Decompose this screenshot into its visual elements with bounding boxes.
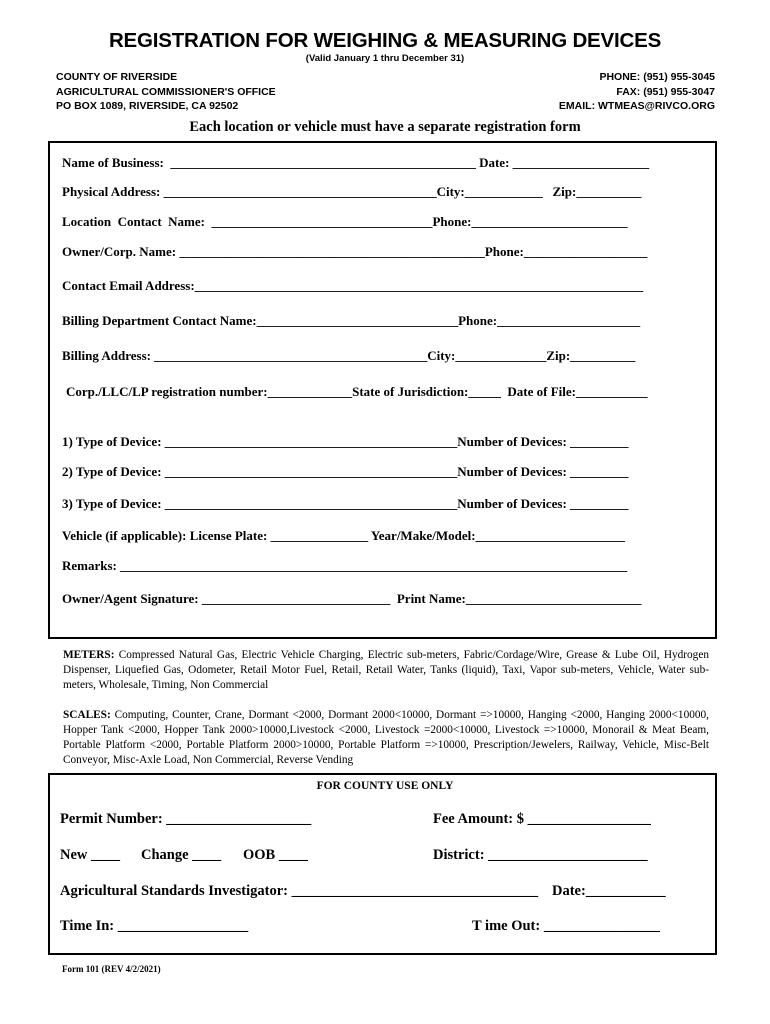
device-2-field[interactable]: 2) Type of Device: _____________________________________________Number of Devices: _________ — [62, 464, 629, 479]
form-title: REGISTRATION FOR WEIGHING & MEASURING DEVICES — [108, 29, 662, 52]
office-name: AGRICULTURAL COMMISSIONER'S OFFICE — [56, 85, 276, 98]
meters-list — [63, 648, 709, 693]
po-box: PO BOX 1089, RIVERSIDE, CA 92502 — [56, 100, 239, 112]
district-field[interactable]: District: ______________________ — [433, 847, 648, 863]
device-3-field[interactable]: 3) Type of Device: _____________________________________________Number of Devices: _________ — [62, 496, 629, 511]
vehicle-field[interactable]: Vehicle (if applicable): License Plate: _______________ Year/Make/Model:_______________________ — [62, 528, 626, 543]
separate-form-notice: Each location or vehicle must have a separate registration form — [189, 119, 581, 135]
device-1-field[interactable]: 1) Type of Device: _____________________________________________Number of Devices: _________ — [62, 434, 629, 449]
billing-contact-field[interactable]: Billing Department Contact Name:_______________________________Phone:______________________ — [62, 313, 641, 328]
remarks-field[interactable]: Remarks: ______________________________________________________________________________ — [62, 558, 628, 573]
investigator-field[interactable]: Agricultural Standards Investigator: __________________________________ — [60, 883, 539, 899]
new-checkbox-field[interactable]: New ____ — [60, 847, 121, 863]
office-phone: PHONE: (951) 955-3045 — [599, 71, 715, 83]
form-number: Form 101 (REV 4/2/2021) — [62, 964, 161, 974]
time-in-field[interactable]: Time In: __________________ — [60, 918, 249, 934]
permit-number-field[interactable]: Permit Number: ____________________ — [60, 811, 312, 827]
owner-corp-field[interactable]: Owner/Corp. Name: _______________________________________________Phone:___________________ — [62, 244, 648, 259]
office-address — [56, 70, 276, 114]
investigator-date-field[interactable]: Date:___________ — [552, 883, 666, 899]
scales-label: SCALES: — [63, 709, 111, 721]
validity-note: (Valid January 1 thru December 31) — [305, 53, 465, 64]
time-out-field[interactable]: T ime Out: ________________ — [472, 918, 660, 934]
corp-registration-field[interactable]: Corp./LLC/LP registration number:_____________State of Jurisdiction:_____ Date of File:___________ — [66, 384, 648, 399]
scales-text: Computing, Counter, Crane, Dormant <2000, Dormant 2000<10000, Dormant =>10000, Hanging <2000, Hanging 2000<10000, Hopper Tank <2000, Hopper Tank 2000>10000,Livestock <2000, Livestock =2000<10000, Livestock =>10000, Monorail & Meat Beam, Portable Platform <2000, Portable Platform 2000>10000, Portable Platform =>10000, Prescription/Jewelers, Railway, Vehicle, Misc-Belt Conveyor, Misc-Axle Load, Non Commercial, Reverse Vending — [63, 709, 709, 766]
scales-list — [63, 708, 709, 768]
fee-amount-field[interactable]: Fee Amount: $ _________________ — [433, 811, 651, 827]
county-use-title: FOR COUNTY USE ONLY — [316, 780, 454, 792]
oob-checkbox-field[interactable]: OOB ____ — [243, 847, 308, 863]
location-contact-field[interactable]: Location Contact Name: __________________________________Phone:________________________ — [62, 214, 628, 229]
change-checkbox-field[interactable]: Change ____ — [141, 847, 222, 863]
business-name-field[interactable]: Name of Business: _______________________________________________ Date: _____________________ — [62, 155, 650, 170]
billing-address-field[interactable]: Billing Address: __________________________________________City:______________Zip:__________ — [62, 348, 636, 363]
meters-label: METERS: — [63, 649, 115, 661]
office-fax: FAX: (951) 955-3047 — [616, 85, 715, 98]
county-name: COUNTY OF RIVERSIDE — [56, 71, 178, 83]
office-contact — [559, 70, 715, 114]
meters-text: Compressed Natural Gas, Electric Vehicle Charging, Electric sub-meters, Fabric/Cordage/Wire, Grease & Lube Oil, Hydrogen Dispenser, Liquefied Gas, Odometer, Retail Motor Fuel, Retail, Retail Water, Tanks (liquid), Taxi, Vapor sub-meters, Vehicle, Water sub-meters, Wholesale, Timing, Non Commercial — [63, 649, 709, 691]
signature-field[interactable]: Owner/Agent Signature: _____________________________ Print Name:___________________________ — [62, 591, 642, 606]
contact-email-field[interactable]: Contact Email Address:_____________________________________________________________________ — [62, 278, 644, 293]
office-email: EMAIL: WTMEAS@RIVCO.ORG — [558, 100, 715, 112]
physical-address-field[interactable]: Physical Address: __________________________________________City:____________ Zip:__________ — [62, 184, 642, 199]
